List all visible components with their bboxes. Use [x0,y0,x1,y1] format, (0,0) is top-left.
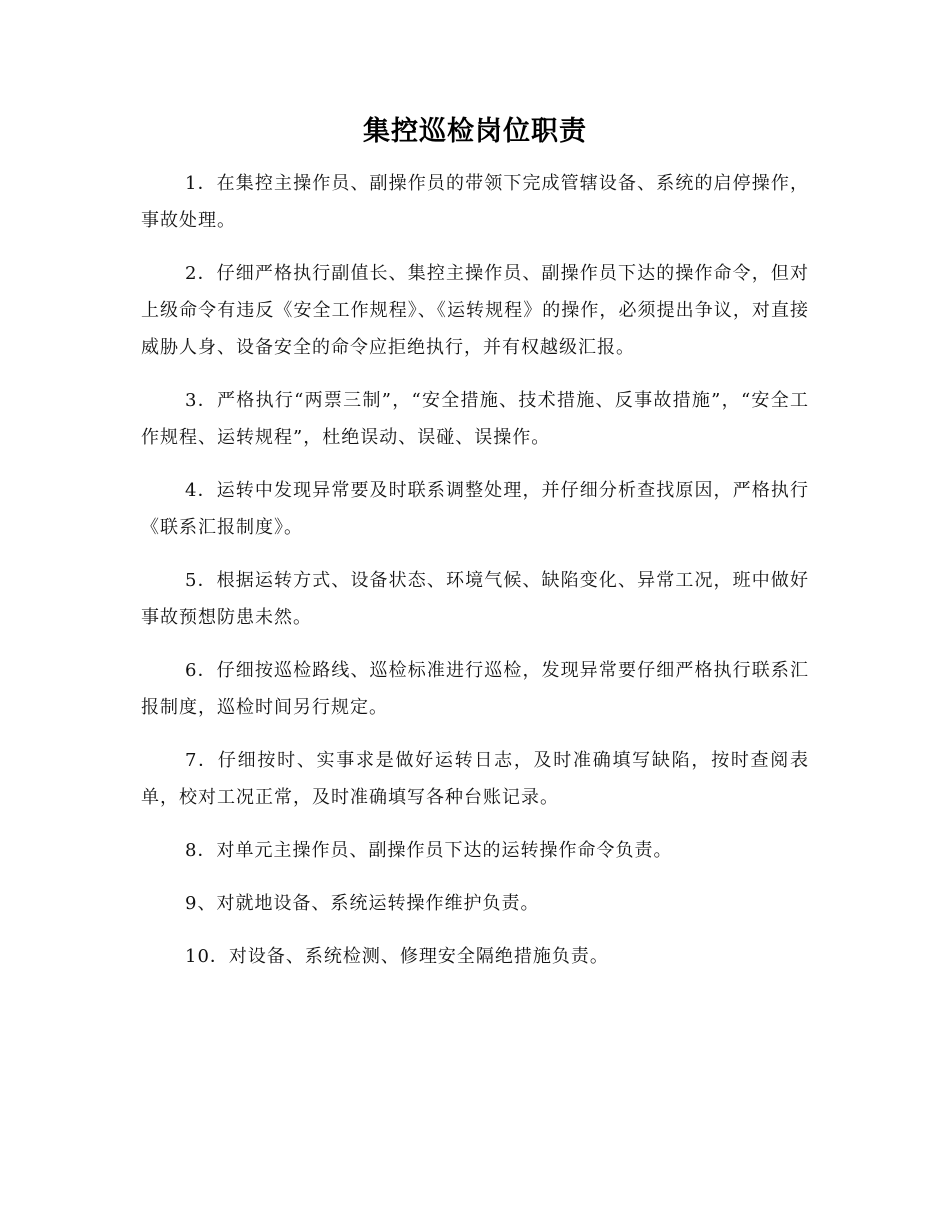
document-body [141,165,809,991]
document-title: 集控巡检岗位职责 [363,116,587,147]
duty-item-7: 7．仔细按时、实事求是做好运转日志，及时准确填写缺陷，按时查阅表单，校对工况正常，及时准确填写各种台账记录。 [141,750,809,808]
duty-item-2: 2．仔细严格执行副值长、集控主操作员、副操作员下达的操作命令，但对上级命令有违反《安全工作规程》、《运转规程》的操作，必须提出争议，对直接威胁人身、设备安全的命令应拒绝执行，并有权越级汇报。 [141,263,809,358]
duty-item-3: 3．严格执行“两票三制”，“安全措施、技术措施、反事故措施”，“安全工作规程、运转规程”，杜绝误动、误碰、误操作。 [141,390,809,448]
duty-item-4: 4．运转中发现异常要及时联系调整处理，并仔细分析查找原因，严格执行《联系汇报制度》。 [141,480,809,538]
duty-item-1: 1．在集控主操作员、副操作员的带领下完成管辖设备、系统的启停操作，事故处理。 [141,173,809,231]
duty-item-8: 8．对单元主操作员、副操作员下达的运转操作命令负责。 [185,840,673,861]
duty-item-5: 5．根据运转方式、设备状态、环境气候、缺陷变化、异常工况，班中做好事故预想防患未然。 [141,570,809,628]
duty-item-9: 9、对就地设备、系统运转操作维护负责。 [185,893,540,914]
duty-item-10: 10．对设备、系统检测、修理安全隔绝措施负责。 [185,946,609,967]
duty-item-6: 6．仔细按巡检路线、巡检标准进行巡检，发现异常要仔细严格执行联系汇报制度，巡检时间另行规定。 [141,660,809,718]
